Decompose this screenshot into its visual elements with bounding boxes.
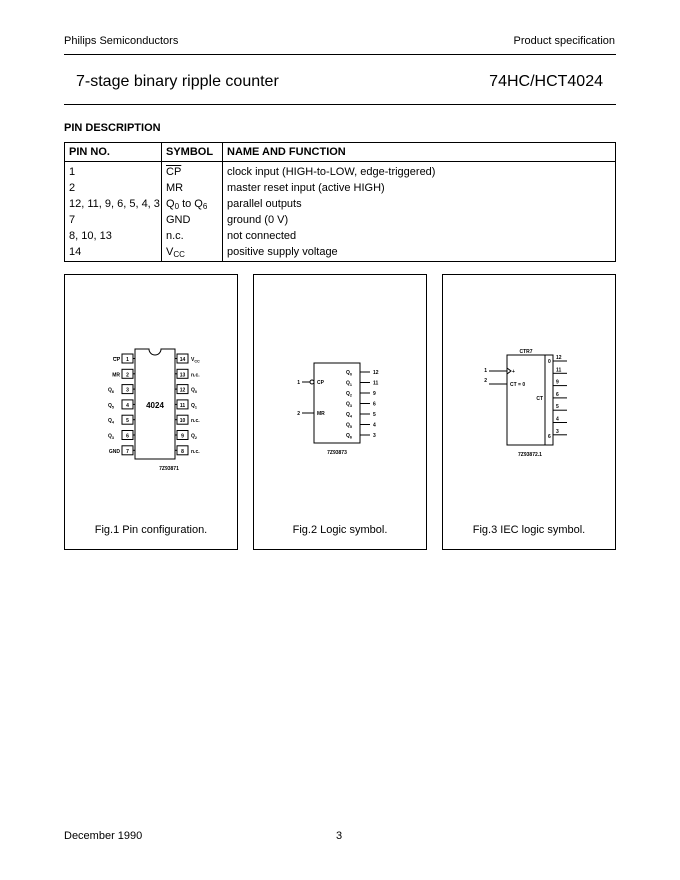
output-pin-number: 5 (373, 412, 376, 418)
pin-name: $Q_1$ (191, 402, 197, 410)
pin-name: CP (113, 357, 120, 363)
output-name: $Q_3$ (346, 401, 352, 408)
pin-name: n.c. (191, 448, 200, 455)
logic-block (314, 363, 360, 443)
output-index-bottom: 6 (548, 434, 551, 440)
pin-number: 4 (126, 402, 129, 409)
figure-code: 7Z93871 (159, 466, 179, 472)
pin-name: $Q_4$ (108, 418, 114, 425)
footer-date: December 1990 (64, 830, 143, 842)
function-cell: parallel outputs (223, 196, 616, 212)
table-row (65, 228, 616, 244)
pin-name: GND (108, 448, 120, 455)
pin-name: $Q_6$ (108, 387, 114, 395)
pin-number: 3 (126, 387, 129, 394)
output-pin-number: 12 (556, 355, 562, 361)
function-cell: master reset input (active HIGH) (223, 180, 616, 196)
title-rule (64, 104, 616, 105)
pin-name: MR (112, 372, 120, 379)
pin-number: 6 (126, 433, 129, 440)
output-pin-number: 4 (373, 422, 376, 429)
symbol-cell: $\overline{CP}$ (162, 162, 223, 181)
table-row (65, 180, 616, 196)
fig1-pin-configuration (64, 274, 238, 550)
input-pin-number: 2 (484, 378, 487, 384)
output-pin-number: 11 (373, 380, 379, 387)
function-cell: positive supply voltage (223, 244, 616, 262)
output-name: $Q_0$ (346, 370, 352, 377)
chip-label: 4024 (146, 401, 164, 410)
input-mark: + (512, 369, 515, 375)
col-header-symbol: SYMBOL (162, 143, 223, 162)
table-row (65, 162, 616, 181)
function-cell: not connected (223, 228, 616, 244)
pin-number: 2 (126, 372, 129, 379)
table-row (65, 212, 616, 228)
ct-label: CT (536, 396, 543, 402)
fig3-iec-logic-symbol (442, 274, 616, 550)
table-header-row (65, 143, 616, 162)
pin-cell: 8, 10, 13 (65, 228, 162, 244)
device-title: 7-stage binary ripple counter (76, 73, 279, 90)
dynamic-input-marker (507, 368, 511, 374)
pin-cell: 14 (65, 244, 162, 262)
input-pin-number: 1 (297, 380, 300, 386)
header-company: Philips Semiconductors (64, 35, 179, 47)
output-pin-number: 3 (556, 428, 559, 435)
pin-description-table (64, 142, 616, 262)
pin-name: $Q_3$ (108, 433, 114, 440)
output-name: $Q_2$ (346, 391, 352, 398)
col-header-pin: PIN NO. (65, 143, 162, 162)
footer-page-number: 3 (336, 830, 343, 842)
pin-number: 11 (179, 402, 186, 409)
output-name: $Q_6$ (346, 433, 352, 440)
output-pin-number: 4 (556, 416, 559, 423)
input-pin-number: 1 (484, 368, 487, 374)
pin-number: 9 (181, 433, 184, 440)
pin-configuration-diagram (65, 275, 237, 515)
output-name: $Q_4$ (346, 412, 352, 419)
pin-name: n.c. (191, 372, 200, 379)
input-name: MR (317, 411, 325, 417)
col-header-function: NAME AND FUNCTION (223, 143, 616, 162)
figure-code: 7Z93873 (327, 450, 347, 456)
output-pin-number: 9 (373, 391, 376, 397)
output-pin-number: 5 (556, 404, 559, 411)
function-cell: clock input (HIGH-to-LOW, edge-triggered) (223, 162, 616, 181)
pin-name: $Q_5$ (108, 402, 114, 410)
pin-cell: 12, 11, 9, 6, 5, 4, 3 (65, 196, 162, 212)
pin-name: n.c. (191, 418, 200, 425)
output-pin-number: 12 (373, 370, 379, 376)
pin-number: 10 (179, 418, 186, 425)
output-pin-number: 9 (556, 379, 559, 386)
fig2-logic-symbol (253, 274, 427, 550)
pin-name: $V_{CC}$ (191, 357, 200, 364)
fig2-caption: Fig.2 Logic symbol. (292, 524, 388, 536)
pin-name: $Q_0$ (191, 387, 197, 395)
output-pin-number: 6 (373, 401, 376, 408)
function-cell: ground (0 V) (223, 212, 616, 228)
fig3-caption: Fig.3 IEC logic symbol. (472, 524, 586, 536)
input-pin-number: 2 (297, 411, 300, 417)
section-title: PIN DESCRIPTION (64, 122, 161, 134)
pin-number: 14 (179, 357, 186, 363)
output-pin-number: 6 (556, 391, 559, 398)
symbol-cell: n.c. (162, 228, 223, 244)
symbol-cell: MR (162, 180, 223, 196)
header-doc-type: Product specification (513, 35, 615, 47)
output-index-top: 0 (548, 359, 551, 365)
symbol-cell: $V_{CC}$ (162, 244, 223, 262)
table-row (65, 244, 616, 262)
part-number: 74HC/HCT4024 (489, 73, 603, 90)
pin-number: 8 (181, 448, 184, 455)
table-row (65, 196, 616, 212)
pin-number: 5 (126, 418, 129, 425)
pin-cell: 2 (65, 180, 162, 196)
header-rule (64, 54, 616, 55)
input-name: CP (317, 380, 324, 386)
iec-logic-symbol-diagram (443, 275, 615, 515)
input-mark: CT = 0 (510, 382, 526, 388)
pin-cell: 7 (65, 212, 162, 228)
pin-cell: 1 (65, 162, 162, 181)
inversion-bubble (310, 380, 314, 384)
figure-code: 7Z93872.1 (518, 452, 542, 458)
fig1-caption: Fig.1 Pin configuration. (94, 524, 208, 536)
pin-name: $Q_2$ (191, 433, 197, 440)
counter-title: CTR7 (519, 349, 533, 355)
output-name: $Q_5$ (346, 422, 352, 429)
pin-number: 13 (179, 372, 186, 379)
symbol-cell: $Q_0$ to $Q_6$ (162, 196, 223, 212)
symbol-cell: GND (162, 212, 223, 228)
pin-number: 7 (126, 448, 129, 455)
pin-number: 12 (179, 387, 186, 394)
output-pin-number: 11 (556, 367, 562, 374)
logic-symbol-diagram (254, 275, 426, 515)
output-pin-number: 3 (373, 433, 376, 439)
pin-number: 1 (126, 357, 129, 363)
output-name: $Q_1$ (346, 380, 352, 387)
